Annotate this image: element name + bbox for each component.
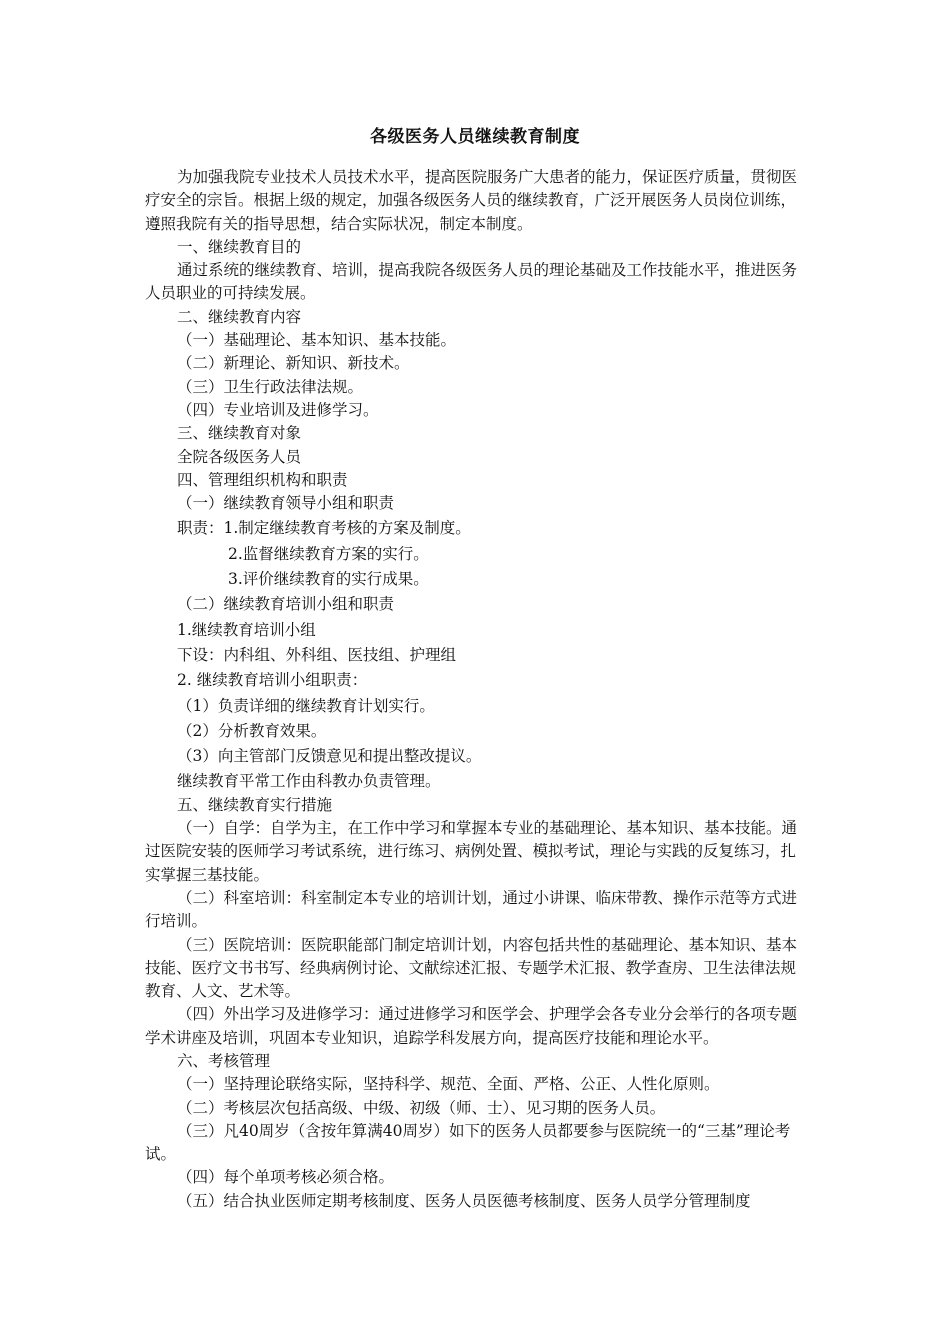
- subsection-heading: （二）继续教育培训小组和职责: [177, 595, 395, 614]
- duty-line: 3.评价继续教育的实行成果。: [228, 570, 429, 589]
- section-heading-2: 二、继续教育内容: [177, 307, 302, 326]
- section-heading-3: 三、继续教育对象: [177, 424, 302, 443]
- list-item: （四）每个单项考核必须合格。: [177, 1168, 395, 1187]
- list-item: （四）专业培训及进修学习。: [177, 400, 379, 419]
- section-3-text: 全院各级医务人员: [177, 447, 302, 466]
- list-item: 下设：内科组、外科组、医技组、护理组: [177, 645, 457, 664]
- section-1-text: 通过系统的继续教育、培训，提高我院各级医务人员的理论基础及工作技能水平，推进医务人员职业的可持续发展。: [145, 261, 798, 303]
- document-body: [145, 166, 810, 1213]
- section-heading-6: 六、考核管理: [177, 1051, 271, 1070]
- list-item: （3）向主管部门反馈意见和提出整改提议。: [177, 747, 482, 766]
- list-item: （一）基础理论、基本知识、基本技能。: [177, 331, 457, 350]
- intro-paragraph: 为加强我院专业技术人员技术水平，提高医院服务广大患者的能力，保证医疗质量，贯彻医疗安全的宗旨。根据上级的规定，加强各级医务人员的继续教育，广泛开展医务人员岗位训练，遵照我院有关的指导思想，结合实际状况，制定本制度。: [145, 168, 798, 233]
- list-item: （四）外出学习及进修学习：通过进修学习和医学会、护理学会各专业分会举行的各项专题学术讲座及培训，巩固本专业知识，追踪学科发展方向，提高医疗技能和理论水平。: [145, 1005, 798, 1047]
- list-item: （五）结合执业医师定期考核制度、医务人员医德考核制度、医务人员学分管理制度: [177, 1191, 751, 1210]
- section-heading-5: 五、继续教育实行措施: [177, 795, 333, 814]
- list-item: （二）科室培训：科室制定本专业的培训计划，通过小讲课、临床带教、操作示范等方式进行培训。: [145, 888, 798, 931]
- list-item: （2）分析教育效果。: [177, 721, 327, 740]
- duty-line: 职责：1.制定继续教育考核的方案及制度。: [177, 519, 471, 538]
- list-item: （一）自学：自学为主，在工作中学习和掌握本专业的基础理论、基本知识、基本技能。通过医院安装的医师学习考试系统，进行练习、病例处置、模拟考试，理论与实践的反复练习，扎实掌握三基技能。: [145, 819, 798, 884]
- list-item: （三）卫生行政法律法规。: [177, 377, 364, 396]
- duty-line: 2.监督继续教育方案的实行。: [228, 544, 429, 563]
- list-item: 1.继续教育培训小组: [177, 620, 316, 639]
- section-heading-1: 一、继续教育目的: [177, 237, 302, 256]
- subsection-heading: （一）继续教育领导小组和职责: [177, 494, 395, 513]
- section-heading-4: 四、管理组织机构和职责: [177, 470, 348, 489]
- list-item: （一）坚持理论联络实际，坚持科学、规范、全面、严格、公正、人性化原则。: [177, 1075, 720, 1094]
- document-title: 各级医务人员继续教育制度: [370, 127, 580, 147]
- list-item: （二）新理论、新知识、新技术。: [177, 354, 410, 373]
- list-item: （二）考核层次包括高级、中级、初级（师、士）、见习期的医务人员。: [177, 1098, 666, 1117]
- list-item: （三）医院培训：医院职能部门制定培训计划，内容包括共性的基础理论、基本知识、基本技能、医疗文书书写、经典病例讨论、文献综述汇报、专题学术汇报、教学查房、卫生法律法规教育、人文、艺术等。: [145, 935, 798, 1001]
- list-item: （三）凡40周岁（含按年算满40周岁）如下的医务人员都要参与医院统一的“三基”理论考试。: [145, 1121, 791, 1164]
- note-text: 继续教育平常工作由科教办负责管理。: [177, 772, 441, 791]
- list-item: （1）负责详细的继续教育计划实行。: [177, 696, 435, 715]
- list-item: 2. 继续教育培训小组职责：: [177, 671, 368, 690]
